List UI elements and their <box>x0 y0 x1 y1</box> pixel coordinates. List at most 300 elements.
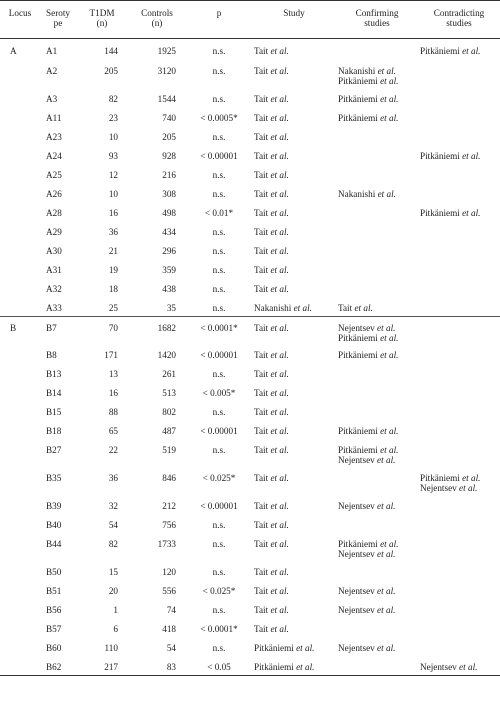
t1dm-count-cell: 18 <box>108 283 118 294</box>
table-row <box>0 619 500 638</box>
citation-et-al: et al. <box>462 46 481 56</box>
controls-count-cell: 359 <box>162 264 176 275</box>
citation-author: Tait <box>254 406 269 417</box>
citation-author: Nejentsev <box>338 642 375 653</box>
study-cell <box>252 146 336 165</box>
p-value-cell: n.s. <box>212 368 226 379</box>
citation-et-al: et al. <box>270 207 289 218</box>
citation <box>254 643 334 653</box>
citation <box>338 303 416 313</box>
citation <box>254 445 334 455</box>
citation-author: Nejentsev <box>420 661 457 672</box>
contradicting-studies-cell <box>418 534 500 562</box>
citation <box>338 549 416 559</box>
table-row <box>0 421 500 440</box>
citation-author: Tait <box>254 500 269 511</box>
p-value-cell: < 0.00001 <box>200 500 238 511</box>
controls-count-cell: 740 <box>162 112 176 123</box>
study-cell <box>252 600 336 619</box>
confirming-studies-cell <box>336 165 418 184</box>
citation-author: Nejentsev <box>420 482 457 493</box>
citation-author: Tait <box>254 112 269 123</box>
citation-author: Nejentsev <box>338 548 375 559</box>
serotype-cell: B7 <box>40 317 76 345</box>
citation-et-al: et al. <box>270 538 289 549</box>
citation <box>420 483 498 493</box>
citation <box>338 76 416 86</box>
study-cell <box>252 440 336 468</box>
table-row <box>0 600 500 619</box>
serotype-cell: A31 <box>46 264 62 275</box>
locus-cell <box>0 241 40 260</box>
t1dm-count-cell: 144 <box>104 46 118 56</box>
citation-author: Pitkäniemi <box>338 349 378 360</box>
citation-author: Nakanishi <box>338 65 376 76</box>
citation-et-al: et al. <box>270 46 289 56</box>
citation-et-al: et al. <box>270 472 289 483</box>
study-cell <box>252 496 336 515</box>
contradicting-studies-cell <box>418 657 500 676</box>
table-row <box>0 39 500 61</box>
table-row <box>0 127 500 146</box>
citation-et-al: et al. <box>270 444 289 455</box>
citation-et-al: et al. <box>270 245 289 256</box>
citation <box>420 208 498 218</box>
confirming-studies-cell <box>336 402 418 421</box>
study-cell <box>252 165 336 184</box>
t1dm-count-cell: 36 <box>108 472 118 483</box>
confirming-studies-cell <box>336 298 418 317</box>
study-cell <box>252 421 336 440</box>
study-cell <box>252 383 336 402</box>
citation-et-al: et al. <box>459 661 478 672</box>
citation <box>254 151 334 161</box>
table-row <box>0 657 500 676</box>
t1dm-count-cell: 70 <box>76 317 128 345</box>
citation-et-al: et al. <box>462 207 481 218</box>
table-row <box>0 496 500 515</box>
p-value-cell: < 0.0001* <box>186 317 252 345</box>
controls-count-cell: 519 <box>162 444 176 455</box>
contradicting-studies-cell <box>418 515 500 534</box>
locus-cell <box>0 402 40 421</box>
citation <box>254 567 334 577</box>
confirming-studies-cell <box>336 534 418 562</box>
citation-author: Tait <box>254 538 269 549</box>
controls-count-cell: 261 <box>162 368 176 379</box>
confirming-studies-cell <box>336 146 418 165</box>
serotype-cell: A24 <box>46 150 62 161</box>
header-p: p <box>186 1 252 39</box>
citation <box>338 333 416 343</box>
citation-et-al: et al. <box>296 661 315 672</box>
citation <box>254 539 334 549</box>
t1dm-count-cell: 15 <box>108 566 118 577</box>
citation <box>254 208 334 218</box>
citation <box>254 66 334 76</box>
study-cell <box>252 108 336 127</box>
confirming-studies-cell <box>336 440 418 468</box>
citation-author: Nejentsev <box>338 454 375 465</box>
citation-author: Tait <box>254 585 269 596</box>
p-value-cell: n.s. <box>212 65 226 76</box>
locus-cell: A <box>10 46 17 56</box>
locus-cell <box>0 61 40 89</box>
citation <box>254 605 334 615</box>
contradicting-studies-cell <box>418 383 500 402</box>
t1dm-count-cell: 205 <box>104 65 118 76</box>
study-cell <box>252 61 336 89</box>
t1dm-count-cell: 171 <box>104 349 118 360</box>
locus-cell <box>0 581 40 600</box>
t1dm-count-cell: 10 <box>108 131 118 142</box>
serotype-cell: B44 <box>46 538 62 549</box>
citation-author: Tait <box>254 131 269 142</box>
locus-cell: B <box>0 317 40 345</box>
serotype-cell: B62 <box>40 657 76 676</box>
controls-count-cell: 802 <box>162 406 176 417</box>
serotype-cell: B56 <box>46 604 62 615</box>
citation <box>338 189 416 199</box>
controls-count-cell: 487 <box>162 425 176 436</box>
t1dm-count-cell: 6 <box>113 623 118 634</box>
citation-author: Tait <box>254 46 269 56</box>
contradicting-studies-cell <box>418 600 500 619</box>
serotype-cell: A33 <box>46 302 62 313</box>
contradicting-studies-cell <box>418 317 500 345</box>
citation <box>254 520 334 530</box>
header-confirming: Confirming studies <box>336 1 418 39</box>
citation <box>254 265 334 275</box>
citation-author: Tait <box>338 302 353 313</box>
citation-author: Pitkäniemi <box>420 472 460 483</box>
t1dm-count-cell: 93 <box>108 150 118 161</box>
header-study: Study <box>252 1 336 39</box>
citation-author: Pitkäniemi <box>420 46 460 56</box>
table-row <box>0 260 500 279</box>
citation-author: Tait <box>254 623 269 634</box>
p-value-cell: < 0.00001 <box>200 349 238 360</box>
citation-et-al: et al. <box>377 188 396 199</box>
citation-author: Tait <box>254 150 269 161</box>
serotype-cell: A28 <box>46 207 62 218</box>
p-value-cell: n.s. <box>212 93 226 104</box>
confirming-studies-cell <box>336 600 418 619</box>
citation-author: Tait <box>254 65 269 76</box>
citation-author: Pitkäniemi <box>420 150 460 161</box>
controls-count-cell: 1544 <box>157 93 176 104</box>
citation <box>338 455 416 465</box>
citation-et-al: et al. <box>270 226 289 237</box>
citation-et-al: et al. <box>270 349 289 360</box>
confirming-studies-cell <box>336 222 418 241</box>
t1dm-count-cell: 32 <box>108 500 118 511</box>
citation-author: Tait <box>254 566 269 577</box>
serotype-cell: A3 <box>46 93 58 104</box>
confirming-studies-cell <box>336 241 418 260</box>
controls-count-cell: 120 <box>162 566 176 577</box>
p-value-cell: < 0.0005* <box>200 112 238 123</box>
citation-author: Tait <box>254 349 269 360</box>
serotype-cell: B51 <box>46 585 62 596</box>
citation-et-al: et al. <box>377 585 396 596</box>
table-row <box>0 515 500 534</box>
citation-et-al: et al. <box>380 425 399 436</box>
serotype-cell: B39 <box>46 500 62 511</box>
citation-et-al: et al. <box>377 548 396 559</box>
controls-count-cell: 296 <box>162 245 176 256</box>
citation <box>254 426 334 436</box>
serotype-cell: B8 <box>46 349 57 360</box>
citation-author: Pitkäniemi <box>338 333 378 343</box>
t1dm-count-cell: 217 <box>76 657 128 676</box>
locus-cell <box>0 127 40 146</box>
controls-count-cell: 513 <box>162 387 176 398</box>
citation <box>420 473 498 483</box>
serotype-cell: A25 <box>46 169 62 180</box>
confirming-studies-cell <box>336 127 418 146</box>
citation <box>254 94 334 104</box>
contradicting-studies-cell <box>418 364 500 383</box>
citation <box>254 246 334 256</box>
contradicting-studies-cell <box>418 345 500 364</box>
p-value-cell: n.s. <box>212 169 226 180</box>
locus-cell <box>0 496 40 515</box>
serotype-cell: A1 <box>46 46 58 56</box>
p-value-cell: < 0.0001* <box>200 623 238 634</box>
p-value-cell: n.s. <box>212 245 226 256</box>
confirming-studies-cell <box>336 364 418 383</box>
citation-author: Pitkäniemi <box>338 75 378 86</box>
contradicting-studies-cell <box>418 496 500 515</box>
citation-author: Tait <box>254 425 269 436</box>
confirming-studies-cell <box>336 108 418 127</box>
table-row <box>0 241 500 260</box>
citation <box>254 170 334 180</box>
t1dm-count-cell: 82 <box>108 93 118 104</box>
citation-et-al: et al. <box>270 65 289 76</box>
citation <box>338 643 416 653</box>
controls-count-cell: 212 <box>162 500 176 511</box>
table-row <box>0 61 500 89</box>
citation <box>420 151 498 161</box>
citation <box>338 605 416 615</box>
study-cell <box>252 241 336 260</box>
contradicting-studies-cell <box>418 184 500 203</box>
contradicting-studies-cell <box>418 468 500 496</box>
header-contradicting: Contradicting studies <box>418 1 500 39</box>
locus-cell <box>0 298 40 317</box>
controls-count-cell: 1733 <box>157 538 176 549</box>
contradicting-studies-cell <box>418 146 500 165</box>
header-serotype: Seroty pe <box>40 1 76 39</box>
p-value-cell: < 0.01* <box>204 207 234 218</box>
locus-cell <box>0 562 40 581</box>
table-row <box>0 638 500 657</box>
t1dm-count-cell: 10 <box>108 188 118 199</box>
contradicting-studies-cell <box>418 61 500 89</box>
table-row <box>0 165 500 184</box>
confirming-studies-cell <box>336 61 418 89</box>
p-value-cell: n.s. <box>212 226 226 237</box>
table-row <box>0 562 500 581</box>
serotype-cell: A26 <box>46 188 62 199</box>
controls-count-cell: 846 <box>162 472 176 483</box>
confirming-studies-cell <box>336 279 418 298</box>
serotype-cell: A23 <box>46 131 62 142</box>
contradicting-studies-cell <box>418 241 500 260</box>
citation <box>338 445 416 455</box>
contradicting-studies-cell <box>418 203 500 222</box>
citation-author: Nejentsev <box>338 500 375 511</box>
citation-author: Pitkäniemi <box>338 112 378 123</box>
controls-count-cell: 205 <box>162 131 176 142</box>
study-cell <box>252 638 336 657</box>
confirming-studies-cell <box>336 581 418 600</box>
citation-et-al: et al. <box>270 131 289 142</box>
table-row <box>0 534 500 562</box>
t1dm-count-cell: 1 <box>113 604 118 615</box>
p-value-cell: n.s. <box>212 406 226 417</box>
citation-author: Tait <box>254 169 269 180</box>
confirming-studies-cell <box>336 638 418 657</box>
citation-et-al: et al. <box>270 188 289 199</box>
table-row <box>0 581 500 600</box>
serotype-cell: A29 <box>46 226 62 237</box>
contradicting-studies-cell <box>418 581 500 600</box>
locus-cell <box>0 345 40 364</box>
study-cell <box>252 184 336 203</box>
locus-cell <box>0 638 40 657</box>
locus-cell <box>0 184 40 203</box>
table-row <box>0 298 500 317</box>
t1dm-count-cell: 16 <box>108 387 118 398</box>
citation <box>254 586 334 596</box>
citation-author: Pitkäniemi <box>338 93 378 104</box>
locus-cell <box>0 222 40 241</box>
citation <box>254 227 334 237</box>
citation <box>338 350 416 360</box>
study-cell <box>252 657 336 676</box>
confirming-studies-cell <box>336 39 418 61</box>
citation-author: Pitkäniemi <box>338 538 378 549</box>
serotype-cell: A11 <box>46 112 62 123</box>
serotype-cell: B60 <box>46 642 62 653</box>
confirming-studies-cell <box>336 496 418 515</box>
serotype-cell: B50 <box>46 566 62 577</box>
contradicting-studies-cell <box>418 165 500 184</box>
t1dm-count-cell: 36 <box>108 226 118 237</box>
citation-et-al: et al. <box>270 169 289 180</box>
locus-cell <box>0 600 40 619</box>
citation-et-al: et al. <box>380 75 399 86</box>
t1dm-count-cell: 82 <box>108 538 118 549</box>
citation-author: Tait <box>254 245 269 256</box>
confirming-studies-cell <box>336 345 418 364</box>
citation-author: Tait <box>254 368 269 379</box>
citation-author: Tait <box>254 283 269 294</box>
header-t1dm: T1DM (n) <box>76 1 128 39</box>
confirming-studies-cell <box>336 184 418 203</box>
citation-et-al: et al. <box>380 538 399 549</box>
controls-count-cell: 1682 <box>128 317 186 345</box>
t1dm-count-cell: 54 <box>108 519 118 530</box>
contradicting-studies-cell <box>418 402 500 421</box>
p-value-cell: n.s. <box>212 46 226 56</box>
contradicting-studies-cell <box>418 222 500 241</box>
citation <box>254 662 334 672</box>
citation-author: Pitkäniemi <box>338 425 378 436</box>
table-row <box>0 146 500 165</box>
controls-count-cell: 434 <box>162 226 176 237</box>
serotype-cell: B27 <box>46 444 62 455</box>
citation-author: Tait <box>254 264 269 275</box>
citation <box>254 189 334 199</box>
serotype-cell: B35 <box>46 472 62 483</box>
citation-author: Pitkäniemi <box>420 207 460 218</box>
citation-et-al: et al. <box>270 283 289 294</box>
citation-et-al: et al. <box>377 500 396 511</box>
citation <box>338 66 416 76</box>
p-value-cell: n.s. <box>212 131 226 142</box>
citation-et-al: et al. <box>380 93 399 104</box>
study-cell <box>252 515 336 534</box>
confirming-studies-cell <box>336 657 418 676</box>
confirming-studies-cell <box>336 203 418 222</box>
citation-et-al: et al. <box>270 623 289 634</box>
p-value-cell: n.s. <box>212 283 226 294</box>
t1dm-count-cell: 65 <box>108 425 118 436</box>
confirming-studies-cell <box>336 260 418 279</box>
controls-count-cell: 216 <box>162 169 176 180</box>
table-row <box>0 345 500 364</box>
locus-cell <box>0 364 40 383</box>
citation-et-al: et al. <box>270 519 289 530</box>
citation-et-al: et al. <box>270 387 289 398</box>
controls-count-cell: 83 <box>128 657 186 676</box>
citation-et-al: et al. <box>270 604 289 615</box>
serotype-cell: B13 <box>46 368 62 379</box>
citation <box>254 501 334 511</box>
t1dm-count-cell: 23 <box>108 112 118 123</box>
citation-author: Nakanishi <box>338 188 376 199</box>
locus-cell <box>0 89 40 108</box>
table-row <box>0 364 500 383</box>
confirming-studies-cell <box>336 468 418 496</box>
p-value-cell: < 0.05 <box>186 657 252 676</box>
table-row <box>0 468 500 496</box>
p-value-cell: < 0.025* <box>202 472 236 483</box>
table-row <box>0 222 500 241</box>
citation <box>338 501 416 511</box>
study-cell <box>252 581 336 600</box>
serotype-cell: A30 <box>46 245 62 256</box>
citation-author: Tait <box>254 444 269 455</box>
confirming-studies-cell <box>336 317 418 345</box>
citation-author: Tait <box>254 472 269 483</box>
citation-et-al: et al. <box>354 302 373 313</box>
contradicting-studies-cell <box>418 562 500 581</box>
controls-count-cell: 498 <box>162 207 176 218</box>
citation-et-al: et al. <box>377 454 396 465</box>
citation <box>338 94 416 104</box>
table-row <box>0 402 500 421</box>
citation-et-al: et al. <box>380 349 399 360</box>
locus-cell <box>0 146 40 165</box>
citation <box>254 323 334 333</box>
p-value-cell: < 0.00001 <box>200 425 238 436</box>
locus-cell <box>0 279 40 298</box>
